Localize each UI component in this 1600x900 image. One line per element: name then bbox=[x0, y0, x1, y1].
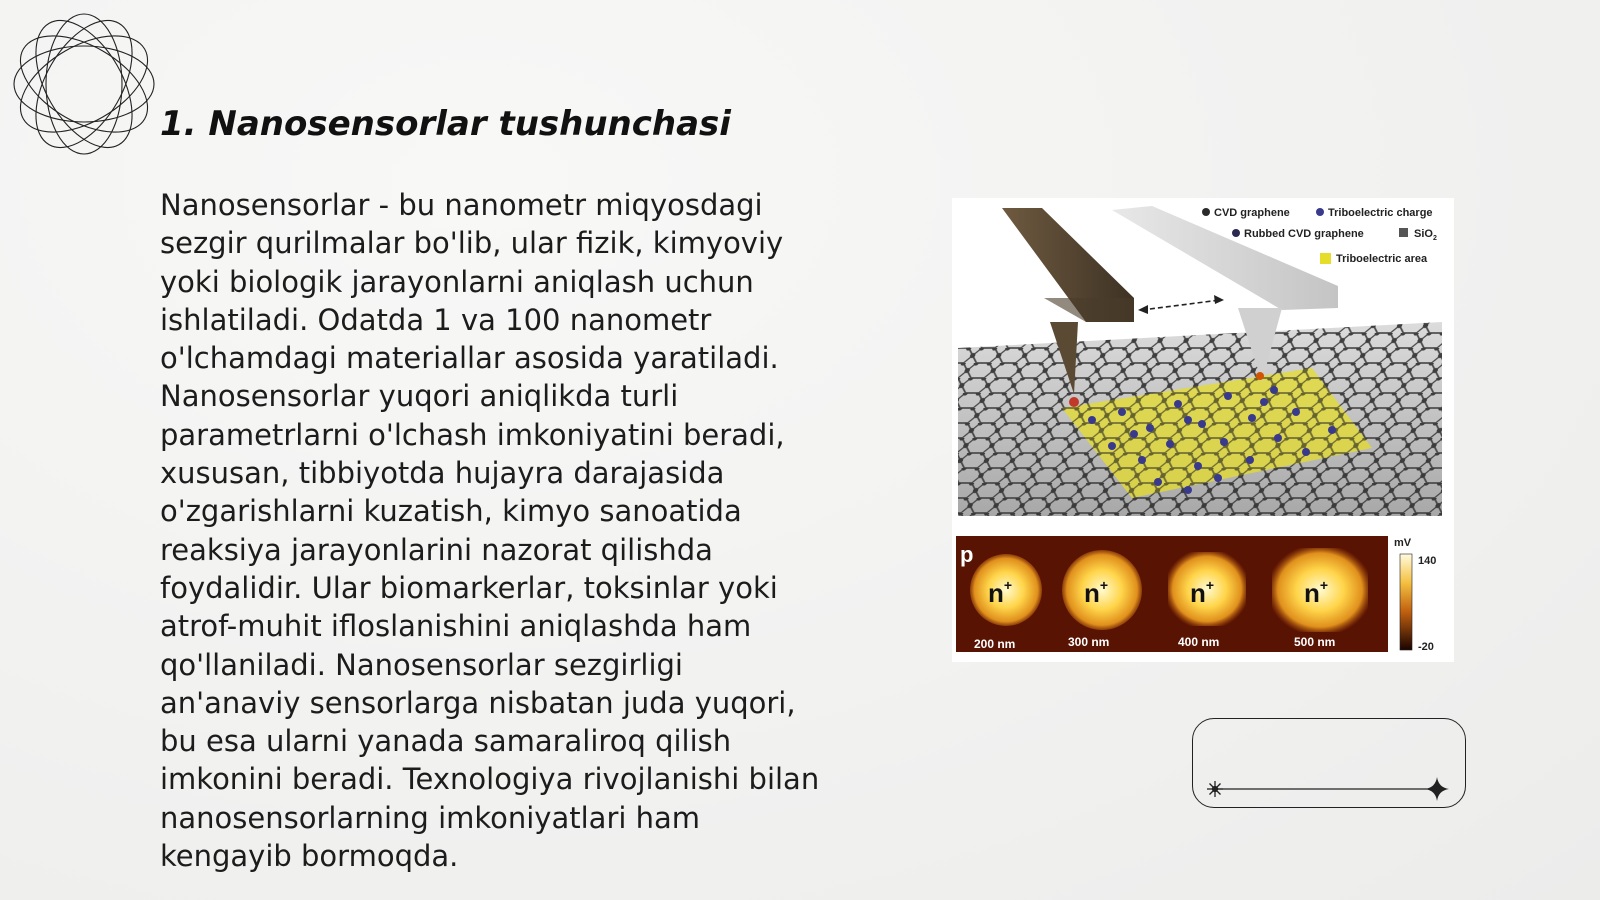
sparkle-icon bbox=[1425, 777, 1449, 801]
colorbar bbox=[1400, 554, 1412, 650]
map-size-label: 300 nm bbox=[1068, 635, 1110, 649]
map-size-label: 400 nm bbox=[1178, 635, 1220, 649]
rubbed-graphene-icon bbox=[1232, 229, 1240, 237]
map-spot-label: n+ bbox=[1190, 577, 1215, 608]
potential-map bbox=[956, 536, 1436, 653]
colorbar-max: 140 bbox=[1418, 555, 1437, 567]
slide-title: 1. Nanosensorlar tushunchasi bbox=[160, 104, 731, 144]
timeline-decoration bbox=[1192, 718, 1466, 808]
legend-sio2: SiO$_2$ bbox=[1414, 228, 1437, 242]
sio2-icon bbox=[1399, 228, 1408, 237]
map-spot-label: n+ bbox=[1304, 577, 1329, 608]
legend-rubbed-cvd-graphene: Rubbed CVD graphene bbox=[1244, 228, 1364, 240]
colorbar-unit: mV bbox=[1394, 537, 1412, 549]
map-spot-label: n+ bbox=[988, 577, 1013, 608]
slide-body-text: Nanosensorlar - bu nanometr miqyosdagi sezgir qurilmalar bo'lib, ular fizik, kimyoviy yoki biologik jarayonlarni aniqlash uchun ishlatiladi. Odatda 1 va 100 nanometr o'lchamdagi materiallar asosida yaratiladi. Nanosensorlar yuqori aniqlikda turli parametrlarni o'lchash imkoniyatini beradi, xususan, tibbiyotda hujayra darajasida o'zgarishlarni kuzatish, kimyo sanoatida reaksiya jarayonlarini nazorat qilishda foydalidir. Ular biomarkerlar, toksinlar yoki atrof-muhit ifloslanishini aniqlashda ham qo'llaniladi. Nanosensorlar sezgirligi an'anaviy sensorlarga nisbatan juda yuqori, bu esa ularni yanada samaraliroq qilish imkonini beradi. Texnologiya rivojlanishi bilan nanosensorlarning imkoniyatlari ham kengayib bormoqda. bbox=[160, 188, 820, 874]
cvd-graphene-icon bbox=[1202, 208, 1210, 216]
legend-triboelectric-area: Triboelectric area bbox=[1336, 253, 1428, 265]
figure-graphic bbox=[952, 198, 1454, 662]
nanosensor-figure bbox=[952, 198, 1454, 662]
legend-cvd-graphene: CVD graphene bbox=[1214, 207, 1290, 219]
colorbar-min: -20 bbox=[1418, 641, 1434, 653]
triboelectric-area-icon bbox=[1320, 253, 1331, 264]
timeline-graphic bbox=[1193, 719, 1467, 809]
charge-icon bbox=[1316, 208, 1324, 216]
map-size-label: 200 nm bbox=[974, 637, 1016, 651]
map-region-label: p bbox=[960, 542, 974, 567]
orbit-rings-icon bbox=[10, 10, 158, 158]
sun-burst-icon bbox=[1207, 781, 1223, 797]
map-size-label: 500 nm bbox=[1294, 635, 1336, 649]
legend-triboelectric-charge: Triboelectric charge bbox=[1328, 207, 1433, 219]
map-spot-label: n+ bbox=[1084, 577, 1109, 608]
